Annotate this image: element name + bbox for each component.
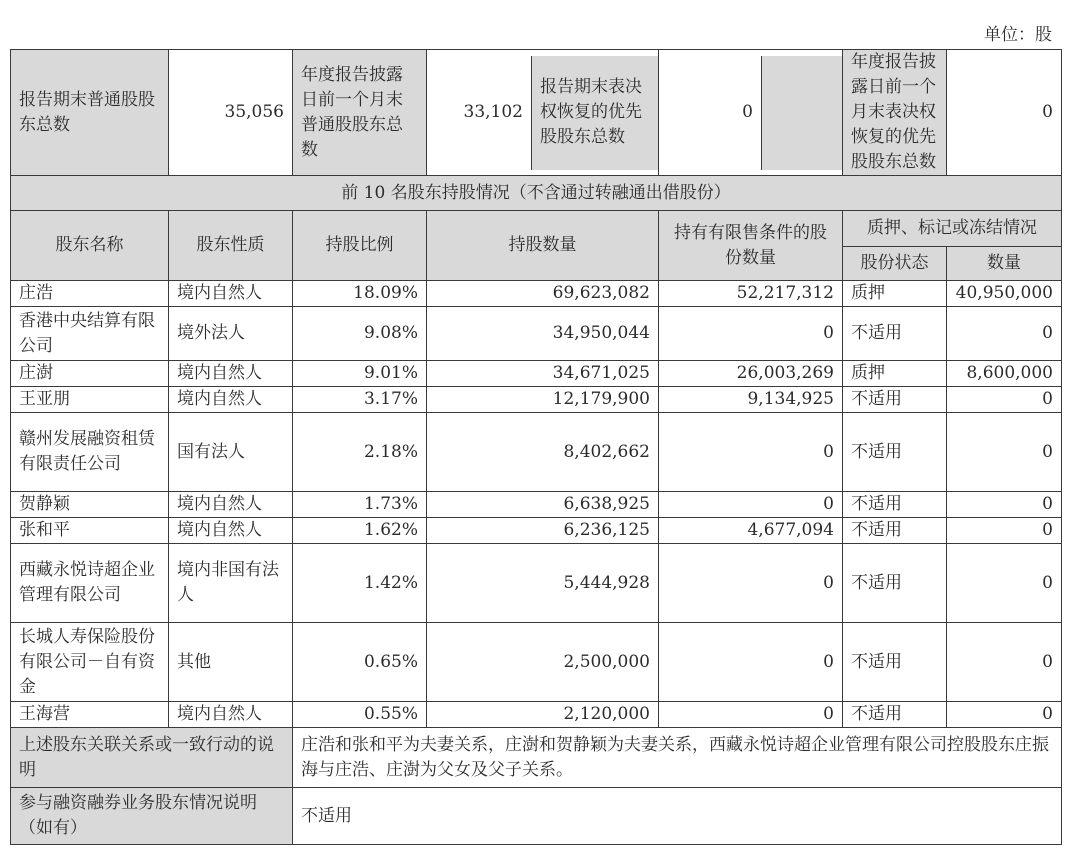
table-row [11, 413, 1062, 492]
holder-name: 王海营 [11, 702, 169, 728]
pledge-count: 0 [947, 702, 1062, 728]
holder-nature: 境内自然人 [169, 702, 293, 728]
holding-ratio: 3.17% [293, 387, 427, 413]
share-count: 2,120,000 [427, 702, 659, 728]
restricted-shares: 4,677,094 [659, 518, 843, 544]
holder-name: 长城人寿保险股份有限公司－自有资金 [11, 623, 169, 702]
pledge-status: 不适用 [843, 307, 947, 361]
holder-name: 张和平 [11, 518, 169, 544]
table-row [11, 307, 1062, 361]
table-row [11, 544, 1062, 623]
holder-nature: 境外法人 [169, 307, 293, 361]
holder-name: 香港中央结算有限公司 [11, 307, 169, 361]
header-name: 股东名称 [11, 211, 169, 281]
header-pledge-count: 数量 [947, 247, 1062, 281]
header-nature: 股东性质 [169, 211, 293, 281]
restricted-shares: 0 [659, 544, 843, 623]
holding-ratio: 9.01% [293, 361, 427, 387]
holder-nature: 境内自然人 [169, 518, 293, 544]
holding-ratio: 2.18% [293, 413, 427, 492]
holder-nature: 其他 [169, 623, 293, 702]
holding-ratio: 1.62% [293, 518, 427, 544]
pledge-status: 不适用 [843, 702, 947, 728]
holder-name: 西藏永悦诗超企业管理有限公司 [11, 544, 169, 623]
restricted-shares: 0 [659, 702, 843, 728]
restricted-shares: 0 [659, 492, 843, 518]
share-count: 12,179,900 [427, 387, 659, 413]
holder-name: 庄澍 [11, 361, 169, 387]
pledge-count: 0 [947, 413, 1062, 492]
unit-label: 单位：股 [984, 25, 1052, 45]
holding-ratio: 18.09% [293, 281, 427, 307]
pledge-count: 0 [947, 544, 1062, 623]
header-restricted: 持有有限售条件的股份数量 [659, 211, 843, 281]
holder-name: 王亚朋 [11, 387, 169, 413]
summary-label-1: 报告期末普通股股东总数 [11, 50, 169, 176]
pledge-count: 0 [947, 387, 1062, 413]
relation-row [11, 728, 1062, 788]
summary-label-2: 年度报告披露日前一个月末普通股股东总数 [293, 50, 427, 176]
share-count: 2,500,000 [427, 623, 659, 702]
summary-value-4: 0 [947, 50, 1062, 176]
section-title: 前 10 名股东持股情况（不含通过转融通出借股份） [11, 176, 1062, 211]
holding-ratio: 1.42% [293, 544, 427, 623]
holder-name: 庄浩 [11, 281, 169, 307]
summary-split-cell-2 [659, 50, 843, 176]
table-row [11, 623, 1062, 702]
margin-trading-text: 不适用 [293, 788, 1062, 845]
summary-label-4: 年度报告披露日前一个月末表决权恢复的优先股股东总数 [843, 50, 947, 176]
summary-row [11, 50, 1062, 176]
holder-name: 赣州发展融资租赁有限责任公司 [11, 413, 169, 492]
header-shares: 持股数量 [427, 211, 659, 281]
header-row-1 [11, 211, 1062, 247]
restricted-shares: 9,134,925 [659, 387, 843, 413]
pledge-count: 0 [947, 623, 1062, 702]
pledge-status: 不适用 [843, 544, 947, 623]
table-row [11, 361, 1062, 387]
pledge-count: 8,600,000 [947, 361, 1062, 387]
pledge-count: 40,950,000 [947, 281, 1062, 307]
share-count: 6,638,925 [427, 492, 659, 518]
pledge-count: 0 [947, 492, 1062, 518]
holder-nature: 境内自然人 [169, 361, 293, 387]
header-pledge-status: 股份状态 [843, 247, 947, 281]
pledge-status: 不适用 [843, 492, 947, 518]
table-row [11, 387, 1062, 413]
relation-text: 庄浩和张和平为夫妻关系，庄澍和贺静颖为夫妻关系，西藏永悦诗超企业管理有限公司控股股东庄振海与庄浩、庄澍为父女及父子关系。 [293, 728, 1062, 788]
pledge-status: 不适用 [843, 623, 947, 702]
table-row [11, 281, 1062, 307]
restricted-shares: 0 [659, 623, 843, 702]
summary-label-4-part [762, 56, 842, 170]
share-count: 34,671,025 [427, 361, 659, 387]
summary-split-cell [427, 50, 659, 176]
shareholder-table [10, 49, 1062, 845]
table-row [11, 702, 1062, 728]
holding-ratio: 9.08% [293, 307, 427, 361]
holding-ratio: 1.73% [293, 492, 427, 518]
summary-value-1: 35,056 [169, 50, 293, 176]
restricted-shares: 26,003,269 [659, 361, 843, 387]
pledge-status: 不适用 [843, 387, 947, 413]
holding-ratio: 0.55% [293, 702, 427, 728]
restricted-shares: 52,217,312 [659, 281, 843, 307]
summary-label-3: 报告期末表决权恢复的优先股股东总数 [532, 56, 658, 170]
restricted-shares: 0 [659, 307, 843, 361]
pledge-status: 质押 [843, 281, 947, 307]
share-count: 6,236,125 [427, 518, 659, 544]
section-title-row [11, 176, 1062, 211]
header-pledge-group: 质押、标记或冻结情况 [843, 211, 1062, 247]
margin-trading-row [11, 788, 1062, 845]
holding-ratio: 0.65% [293, 623, 427, 702]
table-row [11, 492, 1062, 518]
holder-nature: 境内非国有法人 [169, 544, 293, 623]
holder-nature: 境内自然人 [169, 387, 293, 413]
share-count: 34,950,044 [427, 307, 659, 361]
pledge-count: 0 [947, 518, 1062, 544]
table-row [11, 518, 1062, 544]
holder-nature: 国有法人 [169, 413, 293, 492]
summary-value-2: 33,102 [427, 56, 532, 170]
restricted-shares: 0 [659, 413, 843, 492]
pledge-status: 不适用 [843, 413, 947, 492]
share-count: 69,623,082 [427, 281, 659, 307]
holder-nature: 境内自然人 [169, 281, 293, 307]
pledge-count: 0 [947, 307, 1062, 361]
margin-trading-label: 参与融资融券业务股东情况说明（如有） [11, 788, 293, 845]
pledge-status: 不适用 [843, 518, 947, 544]
relation-label: 上述股东关联关系或一致行动的说明 [11, 728, 293, 788]
holder-nature: 境内自然人 [169, 492, 293, 518]
pledge-status: 质押 [843, 361, 947, 387]
share-count: 8,402,662 [427, 413, 659, 492]
share-count: 5,444,928 [427, 544, 659, 623]
summary-value-3: 0 [659, 56, 762, 170]
holder-name: 贺静颖 [11, 492, 169, 518]
header-ratio: 持股比例 [293, 211, 427, 281]
